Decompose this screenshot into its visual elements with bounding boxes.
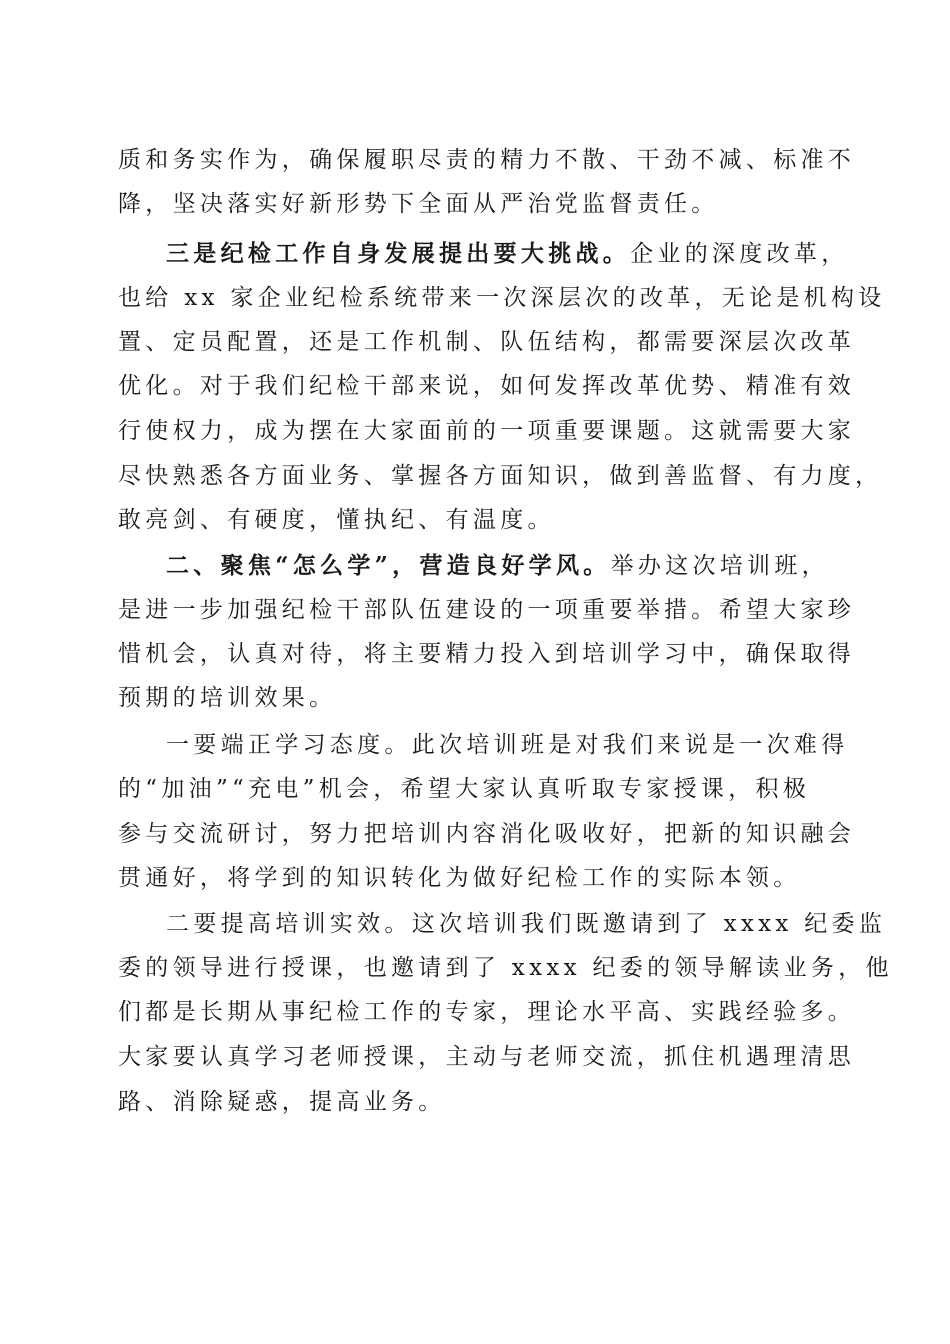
text-line: 敢亮剑、有硬度，懂执纪、有温度。 [118,507,555,533]
text-line: 二要提高培训实效。这次培训我们既邀请到了 xxxx 纪委监 [166,911,887,937]
text-line: 优化。对于我们纪检干部来说，如何发挥改革优势、精准有效 [118,373,856,399]
text-line: 路、消除疑惑，提高业务。 [118,1089,446,1115]
paragraph-heading-line [166,234,849,274]
text-line: 一要端正学习态度。此次培训班是对我们来说是一次难得 [166,732,849,758]
text-line: 也给 xx 家企业纪检系统带来一次深层次的改革，无论是机构设 [118,285,886,311]
text-line: 大家要认真学习老师授课，主动与老师交流，抓住机遇理清思 [118,1044,856,1070]
text-line: 降，坚决落实好新形势下全面从严治党监督责任。 [118,191,719,217]
text-line: 质和务实作为，确保履职尽责的精力不散、干劲不减、标准不 [118,147,856,173]
paragraph-lead-rest: 企业的深度改革， [630,241,849,267]
text-line: 置、定员配置，还是工作机制、队伍结构，都需要深层次改革 [118,329,856,355]
text-line: 参与交流研讨，努力把培训内容消化吸收好，把新的知识融会 [118,821,856,847]
section-heading-bold: 二、聚焦“怎么学”，营造良好学风。 [166,552,611,579]
section-heading-line [166,546,829,586]
text-line: 是进一步加强纪检干部队伍建设的一项重要举措。希望大家珍 [118,597,856,623]
text-line: 惜机会，认真对待，将主要精力投入到培训学习中，确保取得 [118,641,856,667]
text-line: 们都是长期从事纪检工作的专家，理论水平高、实践经验多。 [118,999,856,1025]
text-line: 行使权力，成为摆在大家面前的一项重要课题。这就需要大家 [118,418,856,444]
paragraph-lead-bold: 三是纪检工作自身发展提出要大挑战。 [166,240,631,267]
section-heading-rest: 举办这次培训班， [610,553,829,579]
text-line: 预期的培训效果。 [118,685,337,711]
text-line: 贯通好，将学到的知识转化为做好纪检工作的实际本领。 [118,865,801,891]
text-line: 的“加油”“充电”机会，希望大家认真听取专家授课，积极 [118,776,811,802]
text-line: 尽快熟悉各方面业务、掌握各方面知识，做到善监督、有力度， [118,463,883,489]
text-line: 委的领导进行授课，也邀请到了 xxxx 纪委的领导解读业务，他 [118,955,893,981]
